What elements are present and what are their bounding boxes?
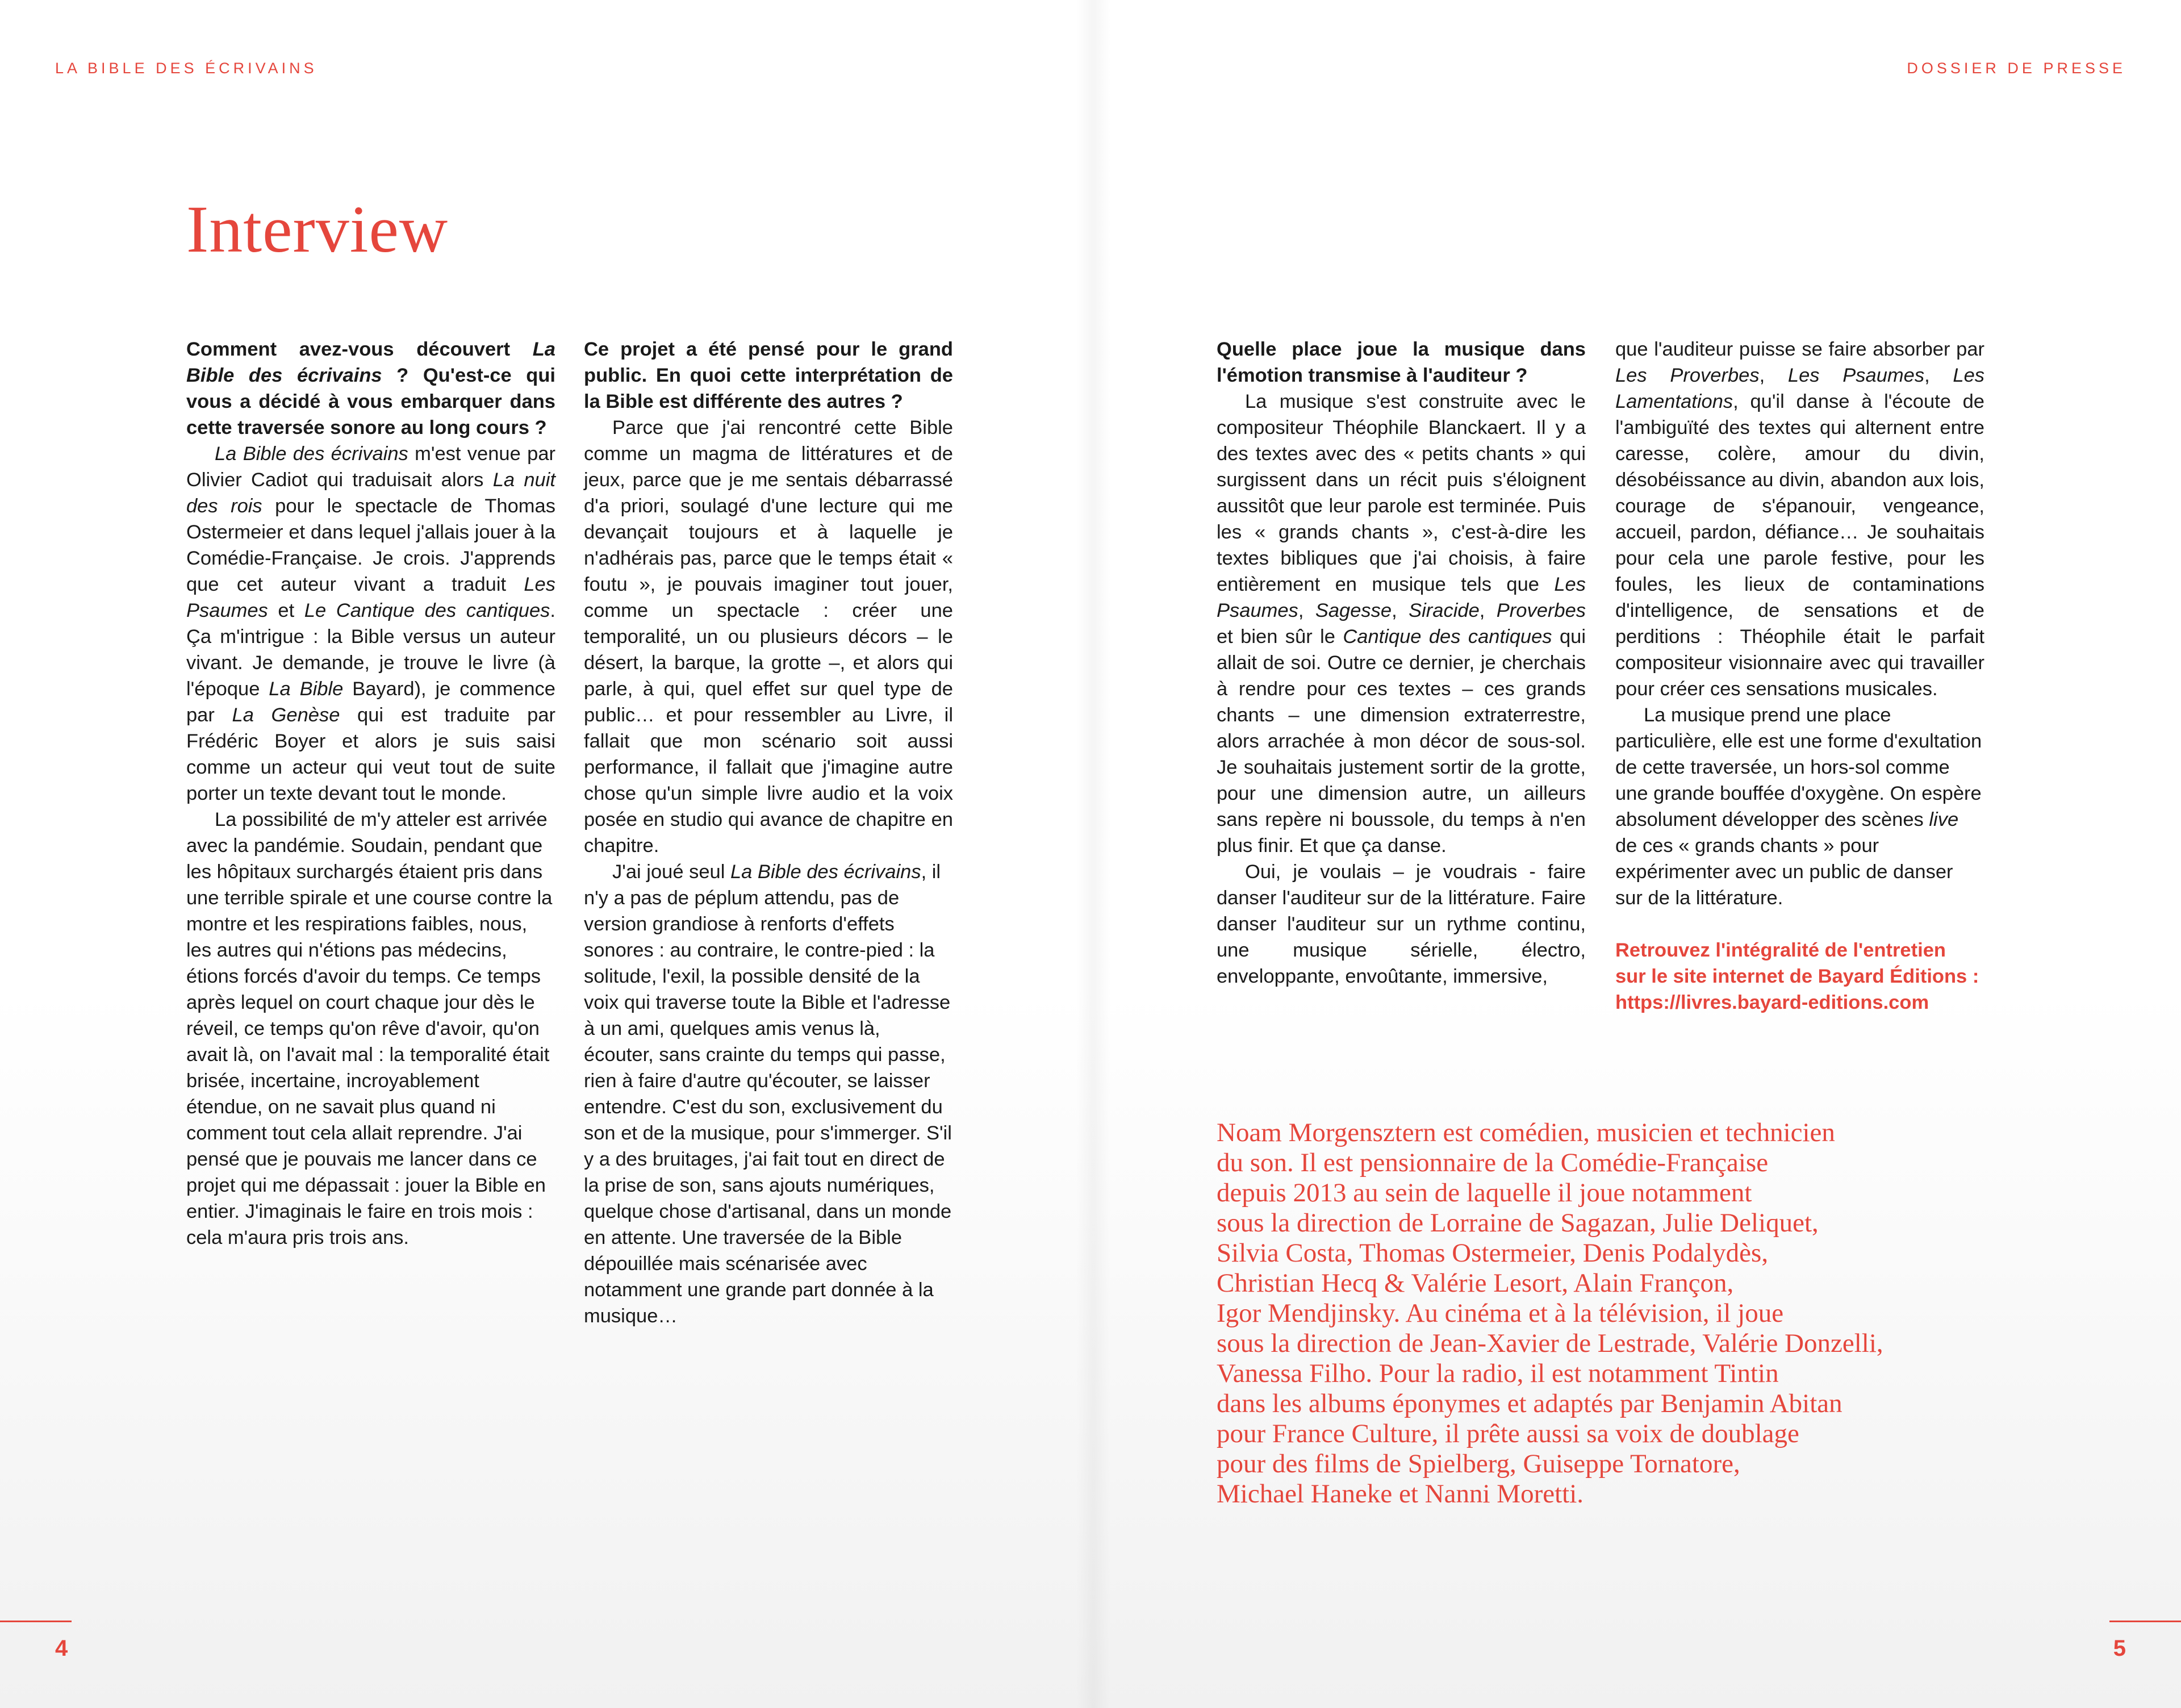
author-bio: [1217, 1118, 2040, 1509]
answer-1-paragraph-1: La Bible des écrivains m'est venue par Olivier Cadiot qui traduisait alors La nuit des rois pour le spectacle de Thomas Ostermeier et dans lequel j'allais jouer à la Comédie-Française. Je crois. J'apprends que cet auteur vivant a traduit Les Psaumes et Le Cantique des cantiques. Ça m'intrigue : la Bible versus un auteur vivant. Je demande, je trouve le livre (à l'époque La Bible Bayard), je commence par La Genèse qui est traduite par Frédéric Boyer et alors je suis saisi comme un acteur qui veut tout de suite porter un texte devant tout le monde.: [186, 443, 556, 804]
text-column-4: [1615, 336, 1984, 1016]
bio-line: sous la direction de Jean-Xavier de Lestrade, Valérie Donzelli,: [1217, 1329, 1883, 1358]
full-interview-note: [1615, 937, 1984, 1016]
bayard-website-link[interactable]: https://livres.bayard-editions.com: [1615, 992, 1929, 1013]
answer-2-paragraph-2: J'ai joué seul La Bible des écrivains, il n'y a pas de péplum attendu, pas de version grandiose à renforts d'effets sonores : au contraire, le contre-pied : la solitude, l'exil, la possible densité de la voix qui traverse toute la Bible et l'adresse à un ami, quelques amis venus là, écouter, sans crainte du temps qui passe, rien à faire d'autre qu'écouter, se laisser entendre. C'est du son, exclusivement du son et de la musique, pour s'immerger. S'il y a des bruitages, j'ai fait tout en direct de la prise de son, sans ajouts numériques, quelque chose d'artisanal, dans un monde en attente. Une traversée de la Bible dépouillée mais scénarisée avec notamment une grande part donnée à la musique…: [584, 861, 952, 1327]
bio-line: sous la direction de Lorraine de Sagazan, Julie Deliquet,: [1217, 1208, 1819, 1238]
page-number-left: 4: [55, 1636, 68, 1661]
question-2: Ce projet a été pensé pour le grand public. En quoi cette interprétation de la Bible est différente des autres ?: [584, 339, 953, 412]
bio-line: du son. Il est pensionnaire de la Comédie-Française: [1217, 1148, 1769, 1177]
text-column-1: [186, 336, 555, 1251]
bio-line: Michael Haneke et Nanni Moretti.: [1217, 1479, 1584, 1509]
question-1: Comment avez-vous découvert La Bible des écrivains ? Qu'est-ce qui vous a décidé à vous embarquer dans cette traversée sonore au long cours ?: [186, 339, 556, 439]
full-interview-note-line-2: sur le site internet de Bayard Éditions :: [1615, 966, 1979, 987]
answer-3-paragraph-1: La musique s'est construite avec le compositeur Théophile Blanckaert. Il y a des textes avec des « petits chants » qui surgissent dans un récit puis s'éloignent aussitôt que leur parole est terminée. Puis les « grands chants », c'est-à-dire les textes bibliques que j'ai choisis, à faire entièrement en musique tels que Les Psaumes, Sagesse, Siracide, Proverbes et bien sûr le Cantique des cantiques qui allait de soi. Outre ce dernier, je cherchais à rendre pour ces textes – ces grands chants – une dimension extraterrestre, alors arrachée à mon décor de sous-sol. Je souhaitais justement sortir de la grotte, pour une dimension autre, un ailleurs sans repère ni boussole, du temps à n'en plus finir. Et que ça danse.: [1217, 391, 1586, 857]
bio-line: pour des films de Spielberg, Guiseppe Tornatore,: [1217, 1449, 1740, 1479]
bio-line: Noam Morgensztern est comédien, musicien et technicien: [1217, 1118, 1835, 1147]
bio-line: depuis 2013 au sein de laquelle il joue notamment: [1217, 1178, 1752, 1208]
folio-rule-right: [2109, 1621, 2181, 1622]
answer-1-paragraph-2: La possibilité de m'y atteler est arrivée avec la pandémie. Soudain, pendant que les hôpitaux surchargés étaient pris dans une terrible spirale et une course contre la montre et les respirations faibles, nous, les autres qui n'étions pas médecins, étions forcés d'avoir du temps. Ce temps après lequel on court chaque jour dès le réveil, ce temps qu'on rêve d'avoir, qu'on avait là, on l'avait mal : la temporalité était brisée, incertaine, incroyablement étendue, on ne savait plus quand ni comment tout cela allait reprendre. J'ai pensé que je pouvais me lancer dans ce projet qui me dépassait : jouer la Bible en entier. J'imaginais le faire en trois mois : cela m'aura pris trois ans.: [186, 809, 553, 1248]
page-number-right: 5: [2113, 1636, 2126, 1661]
answer-3-paragraph-2: Oui, je voulais – je voudrais - faire danser l'auditeur sur de la littérature. Faire danser l'auditeur sur un rythme continu, une musique sérielle, électro, enveloppante, envoûtante, immersive,: [1217, 861, 1586, 987]
bio-line: Vanessa Filho. Pour la radio, il est notamment Tintin: [1217, 1359, 1779, 1388]
bio-line: pour France Culture, il prête aussi sa voix de doublage: [1217, 1419, 1799, 1448]
bio-line: Silvia Costa, Thomas Ostermeier, Denis Podalydès,: [1217, 1238, 1769, 1268]
page-gutter: [1076, 0, 1110, 1708]
running-head-right: DOSSIER DE PRESSE: [1907, 60, 2126, 77]
bio-line: Igor Mendjinsky. Au cinéma et à la télévision, il joue: [1217, 1298, 1784, 1328]
page-title: Interview: [186, 192, 449, 266]
folio-rule-left: [0, 1621, 72, 1622]
text-column-3: [1217, 336, 1586, 989]
text-column-2: [584, 336, 953, 1329]
full-interview-note-line-1: Retrouvez l'intégralité de l'entretien: [1615, 939, 1946, 961]
bio-line: Christian Hecq & Valérie Lesort, Alain Françon,: [1217, 1268, 1734, 1298]
answer-2-paragraph-1: Parce que j'ai rencontré cette Bible comme un magma de littératures et de jeux, parce que je me sentais débarrassé d'a priori, soulagé d'une lecture qui me devançait toujours et à laquelle je n'adhérais pas, parce que le temps était « foutu », je pouvais imaginer tout jouer, comme un spectacle : créer une temporalité, un ou plusieurs décors – le désert, la barque, la grotte –, et alors qui parle, à qui, quel effet sur quel type de public… et pour ressembler au Livre, il fallait que mon scénario soit aussi performance, il fallait que j'imagine autre chose qu'un simple livre audio et la voix posée en studio qui avance de chapitre en chapitre.: [584, 417, 953, 857]
answer-3-paragraph-4: La musique prend une place particulière, elle est une forme d'exultation de cette traversée, un hors-sol comme une grande bouffée d'oxygène. On espère absolument développer des scènes live de ces « grands chants » pour expérimenter avec un public de danser sur de la littérature.: [1615, 704, 1982, 909]
answer-3-paragraph-3: que l'auditeur puisse se faire absorber par Les Proverbes, Les Psaumes, Les Lamentations, qu'il danse à l'écoute de l'ambiguïté des textes qui alternent entre caresse, colère, amour du divin, désobéissance au divin, abandon aux lois, courage de s'épanouir, vengeance, accueil, pardon, défiance… Je souhaitais pour cela une parole festive, pour les foules, les lieux de contaminations d'intelligence, de sensations et de perditions : Théophile était le parfait compositeur visionnaire avec qui travailler pour créer ces sensations musicales.: [1615, 339, 1985, 700]
bio-line: dans les albums éponymes et adaptés par Benjamin Abitan: [1217, 1389, 1842, 1418]
question-3: Quelle place joue la musique dans l'émotion transmise à l'auditeur ?: [1217, 339, 1586, 386]
running-head-left: LA BIBLE DES ÉCRIVAINS: [55, 60, 317, 77]
